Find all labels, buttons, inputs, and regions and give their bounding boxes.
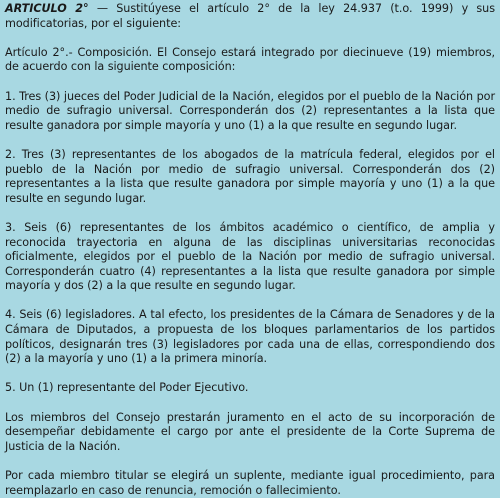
paragraph-item-4: 4. Seis (6) legisladores. A tal efecto, los presidentes de la Cámara de Senadores y de la Cámara de Diputados, a propuesta de los bloques parlamentarios de los partidos políticos, designarán tres (3) legisladores por cada una de ellas, correspondiendo dos (2) a la mayoría y uno (1) a la primera minoría. <box>5 308 495 366</box>
article-number-label: ARTICULO 2° <box>5 2 89 15</box>
paragraph-item-1: 1. Tres (3) jueces del Poder Judicial de la Nación, elegidos por el pueblo de la Nación por medio de sufragio universal. Corresponderán dos (2) representantes a la lista que resulte ganadora por simple mayoría y uno (1) a la que resulte en segundo lugar. <box>5 89 495 132</box>
paragraph-substitutes: Por cada miembro titular se elegirá un suplente, mediante igual procedimiento, para reemplazarlo en caso de renuncia, remoción o fallecimiento. <box>5 469 495 497</box>
article-heading-text: — Sustitúyese el artículo 2° de la ley 24.937 (t.o. 1999) y sus modificatorias, por el siguiente: <box>5 2 495 30</box>
paragraph-composition: Artículo 2°.- Composición. El Consejo estará integrado por diecinueve (19) miembros, de acuerdo con la siguiente composición: <box>5 45 495 74</box>
paragraph-item-2: 2. Tres (3) representantes de los abogados de la matrícula federal, elegidos por el pueblo de la Nación por medio de sufragio universal. Corresponderán dos (2) representantes a la lista que resulte ganadora por simple mayoría y uno (1) a la que resulte en segundo lugar. <box>5 147 495 205</box>
paragraph-item-3: 3. Seis (6) representantes de los ámbitos académico o científico, de amplia y reconocida trayectoria en alguna de las disciplinas universitarias reconocidas oficialmente, elegidos por el pueblo de la Nación por medio de sufragio universal. Corresponderán cuatro (4) representantes a la lista que resulte ganadora por simple mayoría y dos (2) a la que resulte en segundo lugar. <box>5 220 495 293</box>
paragraph-item-5: 5. Un (1) representante del Poder Ejecutivo. <box>5 381 249 395</box>
article-heading <box>5 2 495 31</box>
paragraph-oath: Los miembros del Consejo prestarán juramento en el acto de su incorporación de desempeñar debidamente el cargo por ante el presidente de la Corte Suprema de Justicia de la Nación. <box>5 410 495 453</box>
